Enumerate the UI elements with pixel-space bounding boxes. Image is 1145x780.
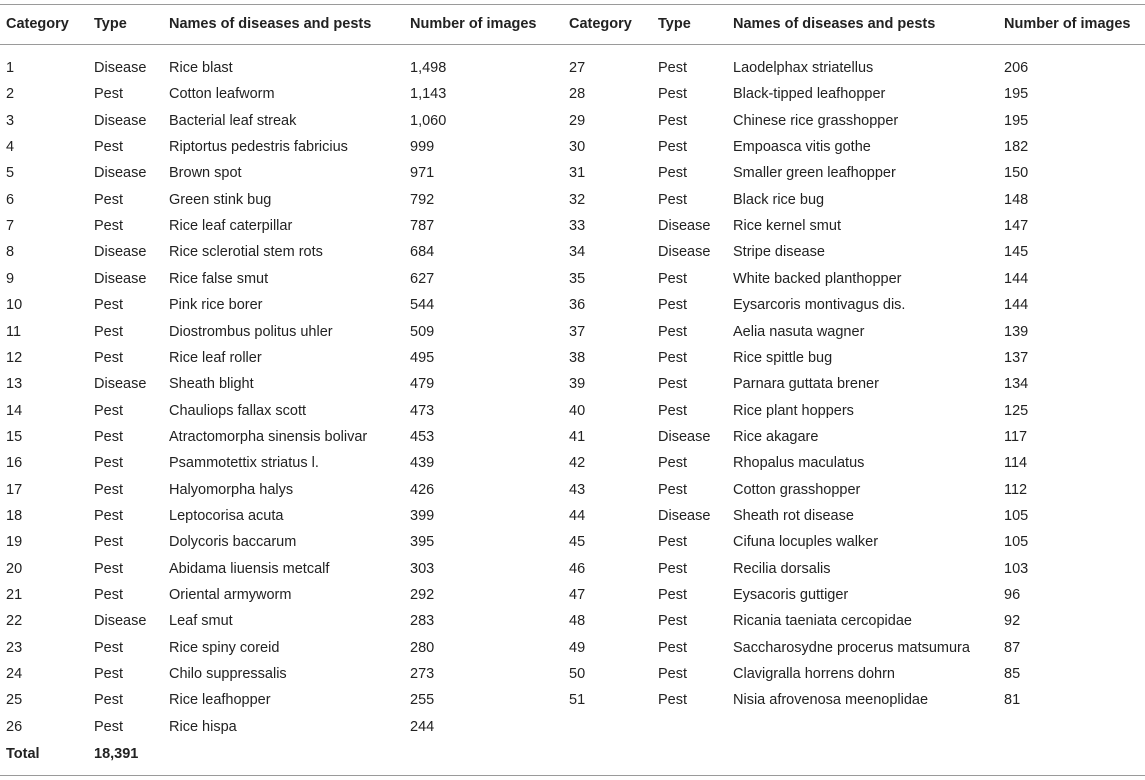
row-name: White backed planthopper [733, 271, 902, 287]
header-rule [0, 44, 1145, 45]
row-category: 8 [6, 244, 15, 260]
row-images: 92 [1004, 613, 1021, 629]
row-name: Brown spot [169, 165, 242, 181]
row-images: 473 [410, 403, 435, 419]
row-images: 509 [410, 324, 435, 340]
row-type: Pest [658, 350, 688, 366]
row-name: Sheath rot disease [733, 508, 854, 524]
header-type-right: Type [658, 16, 691, 32]
row-images: 137 [1004, 350, 1029, 366]
row-name: Empoasca vitis gothe [733, 139, 871, 155]
header-category-right: Category [569, 16, 632, 32]
row-images: 195 [1004, 86, 1029, 102]
row-name: Rice blast [169, 60, 233, 76]
row-images: 453 [410, 429, 435, 445]
row-type: Pest [94, 455, 124, 471]
row-type: Disease [658, 429, 711, 445]
row-name: Parnara guttata brener [733, 376, 879, 392]
row-category: 6 [6, 192, 15, 208]
row-category: 12 [6, 350, 23, 366]
row-images: 479 [410, 376, 435, 392]
row-name: Rice spittle bug [733, 350, 833, 366]
header-names-right: Names of diseases and pests [733, 16, 936, 32]
row-name: Oriental armyworm [169, 587, 292, 603]
row-category: 24 [6, 666, 23, 682]
row-name: Green stink bug [169, 192, 272, 208]
row-name: Saccharosydne procerus matsumura [733, 640, 970, 656]
row-category: 45 [569, 534, 586, 550]
row-images: 147 [1004, 218, 1029, 234]
row-images: 787 [410, 218, 435, 234]
row-type: Pest [94, 534, 124, 550]
row-name: Rhopalus maculatus [733, 455, 865, 471]
row-name: Chinese rice grasshopper [733, 113, 899, 129]
row-category: 4 [6, 139, 15, 155]
row-name: Rice akagare [733, 429, 819, 445]
row-category: 3 [6, 113, 15, 129]
top-rule [0, 4, 1145, 5]
row-images: 103 [1004, 561, 1029, 577]
row-category: 25 [6, 692, 23, 708]
row-name: Chauliops fallax scott [169, 403, 307, 419]
row-images: 125 [1004, 403, 1029, 419]
total-value: 18,391 [94, 746, 139, 762]
row-type: Pest [94, 692, 124, 708]
row-images: 114 [1004, 455, 1028, 471]
row-category: 46 [569, 561, 586, 577]
row-images: 1,143 [410, 86, 447, 102]
row-name: Ricania taeniata cercopidae [733, 613, 912, 629]
row-type: Pest [658, 139, 688, 155]
header-names-left: Names of diseases and pests [169, 16, 372, 32]
row-type: Pest [658, 534, 688, 550]
row-type: Disease [94, 113, 147, 129]
row-images: 399 [410, 508, 435, 524]
row-name: Nisia afrovenosa meenoplidae [733, 692, 929, 708]
row-name: Halyomorpha halys [169, 482, 294, 498]
row-type: Pest [658, 192, 688, 208]
row-type: Pest [94, 403, 124, 419]
row-category: 16 [6, 455, 23, 471]
row-name: Bacterial leaf streak [169, 113, 297, 129]
row-category: 11 [6, 324, 22, 340]
row-type: Pest [94, 666, 124, 682]
row-category: 38 [569, 350, 586, 366]
row-type: Pest [658, 403, 688, 419]
row-images: 303 [410, 561, 435, 577]
row-name: Aelia nasuta wagner [733, 324, 865, 340]
header-type-left: Type [94, 16, 127, 32]
row-name: Rice plant hoppers [733, 403, 854, 419]
row-images: 144 [1004, 271, 1029, 287]
row-name: Sheath blight [169, 376, 254, 392]
row-type: Disease [658, 508, 711, 524]
row-category: 47 [569, 587, 586, 603]
row-type: Disease [94, 613, 147, 629]
row-images: 283 [410, 613, 435, 629]
row-category: 21 [6, 587, 23, 603]
row-images: 1,498 [410, 60, 447, 76]
row-type: Disease [94, 244, 147, 260]
row-category: 43 [569, 482, 586, 498]
row-category: 1 [6, 60, 15, 76]
row-name: Cotton leafworm [169, 86, 275, 102]
row-name: Abidama liuensis metcalf [169, 561, 330, 577]
row-type: Pest [94, 587, 124, 603]
row-images: 195 [1004, 113, 1029, 129]
row-images: 182 [1004, 139, 1029, 155]
row-category: 44 [569, 508, 586, 524]
row-images: 395 [410, 534, 435, 550]
row-images: 112 [1004, 482, 1028, 498]
row-images: 105 [1004, 508, 1029, 524]
row-images: 87 [1004, 640, 1021, 656]
row-images: 999 [410, 139, 435, 155]
row-name: Diostrombus politus uhler [169, 324, 333, 340]
row-category: 33 [569, 218, 586, 234]
row-type: Pest [94, 139, 124, 155]
row-category: 15 [6, 429, 23, 445]
row-type: Disease [658, 244, 711, 260]
row-name: Rice sclerotial stem rots [169, 244, 323, 260]
row-type: Pest [658, 666, 688, 682]
row-images: 145 [1004, 244, 1029, 260]
row-category: 50 [569, 666, 586, 682]
row-name: Stripe disease [733, 244, 825, 260]
row-images: 971 [410, 165, 435, 181]
row-name: Pink rice borer [169, 297, 263, 313]
row-images: 139 [1004, 324, 1029, 340]
row-name: Chilo suppressalis [169, 666, 287, 682]
row-images: 206 [1004, 60, 1029, 76]
row-category: 19 [6, 534, 23, 550]
row-category: 48 [569, 613, 586, 629]
row-type: Pest [658, 113, 688, 129]
row-category: 9 [6, 271, 15, 287]
row-type: Pest [94, 429, 124, 445]
row-type: Disease [94, 271, 147, 287]
row-images: 150 [1004, 165, 1029, 181]
row-type: Disease [658, 218, 711, 234]
row-category: 32 [569, 192, 586, 208]
row-category: 28 [569, 86, 586, 102]
row-images: 280 [410, 640, 435, 656]
row-name: Leptocorisa acuta [169, 508, 284, 524]
row-name: Rice leaf roller [169, 350, 262, 366]
row-images: 134 [1004, 376, 1029, 392]
row-type: Pest [94, 297, 124, 313]
row-type: Pest [94, 640, 124, 656]
row-name: Recilia dorsalis [733, 561, 831, 577]
row-images: 426 [410, 482, 435, 498]
row-type: Pest [658, 165, 688, 181]
row-type: Pest [658, 640, 688, 656]
row-type: Pest [658, 587, 688, 603]
row-images: 96 [1004, 587, 1021, 603]
row-category: 17 [6, 482, 23, 498]
row-category: 36 [569, 297, 586, 313]
row-category: 10 [6, 297, 23, 313]
row-category: 20 [6, 561, 23, 577]
row-category: 14 [6, 403, 23, 419]
row-category: 39 [569, 376, 586, 392]
row-type: Pest [94, 218, 124, 234]
row-name: Eysarcoris montivagus dis. [733, 297, 906, 313]
row-category: 2 [6, 86, 15, 102]
row-name: Smaller green leafhopper [733, 165, 896, 181]
row-category: 49 [569, 640, 586, 656]
row-type: Pest [658, 271, 688, 287]
row-images: 495 [410, 350, 435, 366]
row-category: 23 [6, 640, 23, 656]
row-type: Pest [658, 324, 688, 340]
row-name: Rice kernel smut [733, 218, 841, 234]
row-type: Pest [658, 60, 688, 76]
row-type: Pest [94, 719, 124, 735]
row-images: 792 [410, 192, 435, 208]
row-name: Atractomorpha sinensis bolivar [169, 429, 368, 445]
row-category: 29 [569, 113, 586, 129]
row-type: Disease [94, 376, 147, 392]
row-category: 18 [6, 508, 23, 524]
row-type: Pest [94, 86, 124, 102]
header-category-left: Category [6, 16, 69, 32]
row-images: 81 [1004, 692, 1021, 708]
row-images: 148 [1004, 192, 1029, 208]
row-category: 31 [569, 165, 586, 181]
row-name: Rice false smut [169, 271, 269, 287]
row-name: Rice leaf caterpillar [169, 218, 293, 234]
row-type: Disease [94, 165, 147, 181]
total-label: Total [6, 746, 40, 762]
row-images: 273 [410, 666, 435, 682]
row-category: 22 [6, 613, 23, 629]
row-images: 117 [1004, 429, 1028, 445]
row-name: Clavigralla horrens dohrn [733, 666, 895, 682]
row-images: 244 [410, 719, 435, 735]
row-type: Pest [658, 376, 688, 392]
row-type: Pest [658, 482, 688, 498]
row-category: 40 [569, 403, 586, 419]
row-category: 42 [569, 455, 586, 471]
row-images: 1,060 [410, 113, 447, 129]
row-category: 27 [569, 60, 586, 76]
row-images: 684 [410, 244, 435, 260]
header-images-right: Number of images [1004, 16, 1131, 32]
row-category: 30 [569, 139, 586, 155]
row-category: 34 [569, 244, 586, 260]
row-images: 85 [1004, 666, 1021, 682]
row-images: 439 [410, 455, 435, 471]
row-type: Pest [94, 192, 124, 208]
header-images-left: Number of images [410, 16, 537, 32]
bottom-rule [0, 775, 1145, 776]
row-type: Pest [94, 482, 124, 498]
row-type: Pest [658, 86, 688, 102]
row-type: Pest [658, 692, 688, 708]
row-category: 35 [569, 271, 586, 287]
row-name: Eysacoris guttiger [733, 587, 849, 603]
row-category: 7 [6, 218, 15, 234]
row-name: Rice hispa [169, 719, 237, 735]
row-name: Black-tipped leafhopper [733, 86, 886, 102]
row-type: Pest [94, 324, 124, 340]
row-type: Pest [94, 508, 124, 524]
row-name: Laodelphax striatellus [733, 60, 874, 76]
row-images: 105 [1004, 534, 1029, 550]
row-name: Leaf smut [169, 613, 233, 629]
row-type: Pest [658, 297, 688, 313]
row-type: Pest [658, 455, 688, 471]
row-type: Pest [94, 350, 124, 366]
row-category: 13 [6, 376, 23, 392]
row-category: 5 [6, 165, 15, 181]
row-images: 544 [410, 297, 435, 313]
row-name: Dolycoris baccarum [169, 534, 297, 550]
row-category: 51 [569, 692, 586, 708]
row-type: Disease [94, 60, 147, 76]
row-images: 144 [1004, 297, 1029, 313]
row-name: Riptortus pedestris fabricius [169, 139, 348, 155]
row-images: 627 [410, 271, 435, 287]
row-name: Cifuna locuples walker [733, 534, 879, 550]
row-category: 26 [6, 719, 23, 735]
row-name: Rice spiny coreid [169, 640, 280, 656]
row-type: Pest [658, 613, 688, 629]
row-name: Psammotettix striatus l. [169, 455, 319, 471]
row-name: Black rice bug [733, 192, 825, 208]
row-images: 255 [410, 692, 435, 708]
row-images: 292 [410, 587, 435, 603]
row-category: 37 [569, 324, 586, 340]
row-name: Cotton grasshopper [733, 482, 861, 498]
row-name: Rice leafhopper [169, 692, 271, 708]
row-type: Pest [94, 561, 124, 577]
row-category: 41 [569, 429, 586, 445]
row-type: Pest [658, 561, 688, 577]
